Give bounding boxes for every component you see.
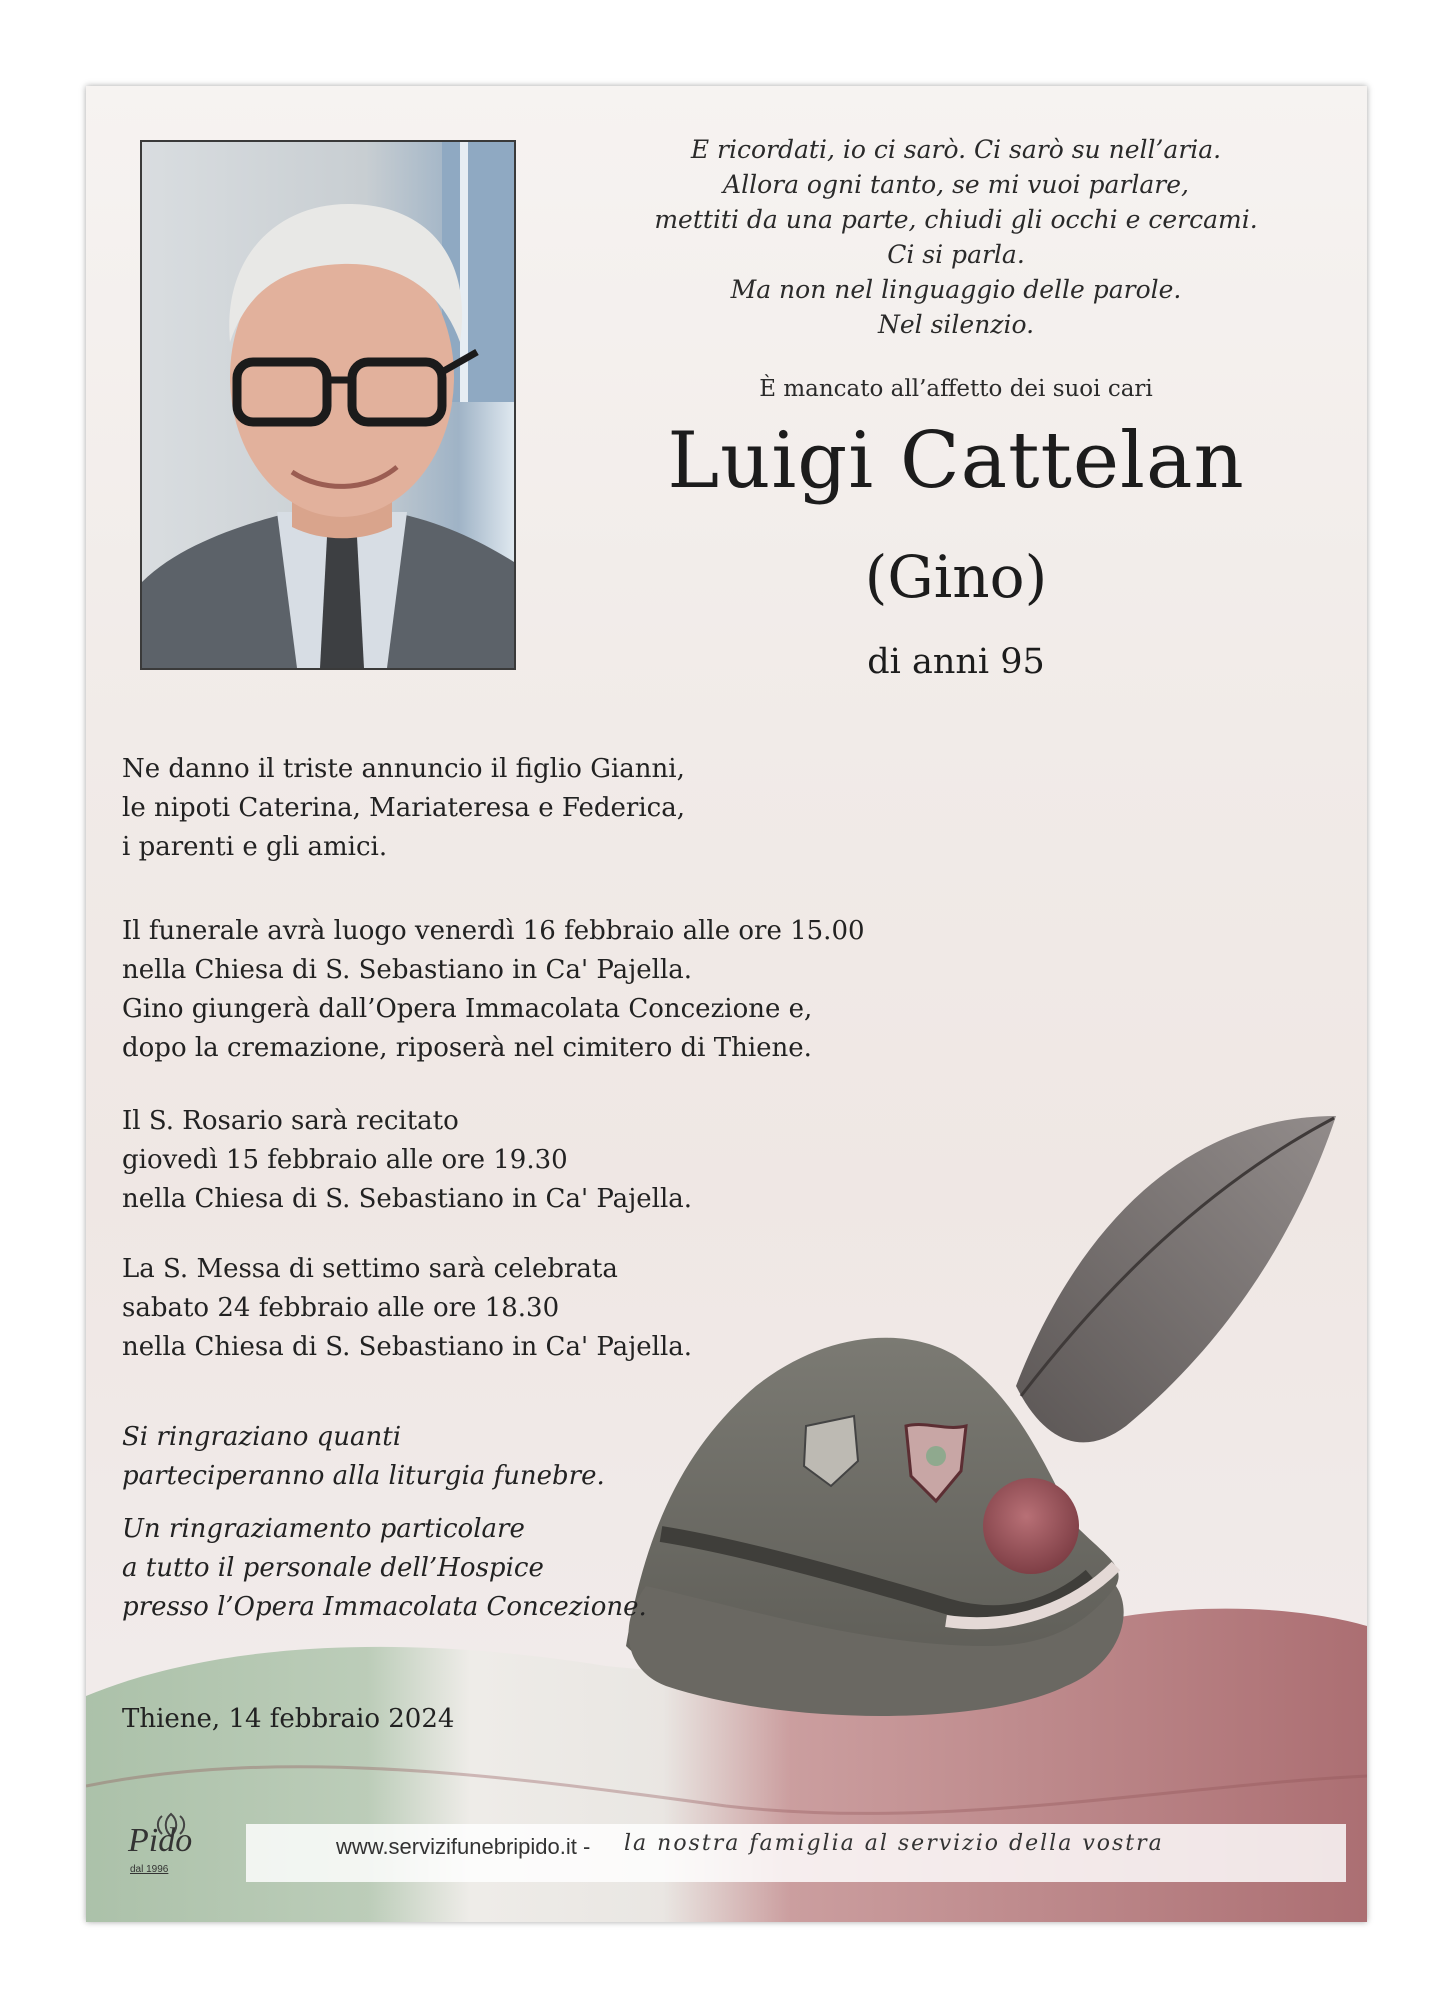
special-thanks-line: presso l’Opera Immacolata Concezione. [122, 1592, 647, 1622]
funeral-line: Gino giungerà dall’Opera Immacolata Concezione e, [122, 994, 813, 1024]
announcement-line: i parenti e gli amici. [122, 832, 388, 862]
mass-info [122, 1250, 692, 1367]
funeral-line: Il funerale avrà luogo venerdì 16 febbraio alle ore 15.00 [122, 916, 865, 946]
intro-line: È mancato all’affetto dei suoi cari [759, 376, 1153, 402]
poem-line: mettiti da una parte, chiudi gli occhi e cercami. [654, 205, 1258, 234]
rosary-line: nella Chiesa di S. Sebastiano in Ca' Pajella. [122, 1184, 693, 1214]
poem-line: Nel silenzio. [877, 310, 1035, 339]
announcement [122, 750, 685, 867]
poem-line: Ma non nel linguaggio delle parole. [730, 275, 1182, 304]
rosary-info [122, 1102, 692, 1219]
poem-line: Allora ogni tanto, se mi vuoi parlare, [723, 170, 1189, 199]
logo-since: dal 1996 [130, 1864, 169, 1875]
portrait-icon [142, 142, 514, 668]
announcement-line: Ne danno il triste annuncio il figlio Gianni, [122, 754, 685, 784]
thanks-line: Si ringraziano quanti [122, 1422, 402, 1452]
funeral-line: dopo la cremazione, riposerà nel cimitero di Thiene. [122, 1033, 812, 1063]
funeral-line: nella Chiesa di S. Sebastiano in Ca' Pajella. [122, 955, 693, 985]
deceased-age: di anni 95 [867, 642, 1045, 682]
website-link[interactable]: www.servizifunebripido.it - [336, 1834, 591, 1859]
rosary-line: Il S. Rosario sarà recitato [122, 1106, 459, 1136]
mass-line: sabato 24 febbraio alle ore 18.30 [122, 1293, 560, 1323]
thanks-line: parteciperanno alla liturgia funebre. [122, 1461, 605, 1491]
special-thanks-line: a tutto il personale dell’Hospice [122, 1553, 544, 1583]
mass-line: nella Chiesa di S. Sebastiano in Ca' Pajella. [122, 1332, 693, 1362]
poem-line: Ci si parla. [887, 240, 1025, 269]
deceased-nickname: (Gino) [864, 543, 1048, 611]
mass-line: La S. Messa di settimo sarà celebrata [122, 1254, 618, 1284]
thanks [122, 1418, 605, 1496]
portrait-photo [140, 140, 516, 670]
special-thanks-line: Un ringraziamento particolare [122, 1514, 525, 1544]
place-date: Thiene, 14 febbraio 2024 [122, 1704, 455, 1734]
footer-tagline: la nostra famiglia al servizio della vostra [624, 1831, 1164, 1856]
logo-name: Pido [128, 1822, 193, 1859]
rosary-line: giovedì 15 febbraio alle ore 19.30 [122, 1145, 568, 1175]
special-thanks [122, 1510, 647, 1627]
obituary-card [86, 86, 1367, 1922]
poem-line: E ricordati, io ci sarò. Ci sarò su nell’aria. [690, 135, 1222, 164]
deceased-name: Luigi Cattelan [667, 416, 1245, 506]
announcement-line: le nipoti Caterina, Mariateresa e Federica, [122, 793, 685, 823]
funeral-info [122, 912, 865, 1068]
poem [616, 132, 1296, 342]
